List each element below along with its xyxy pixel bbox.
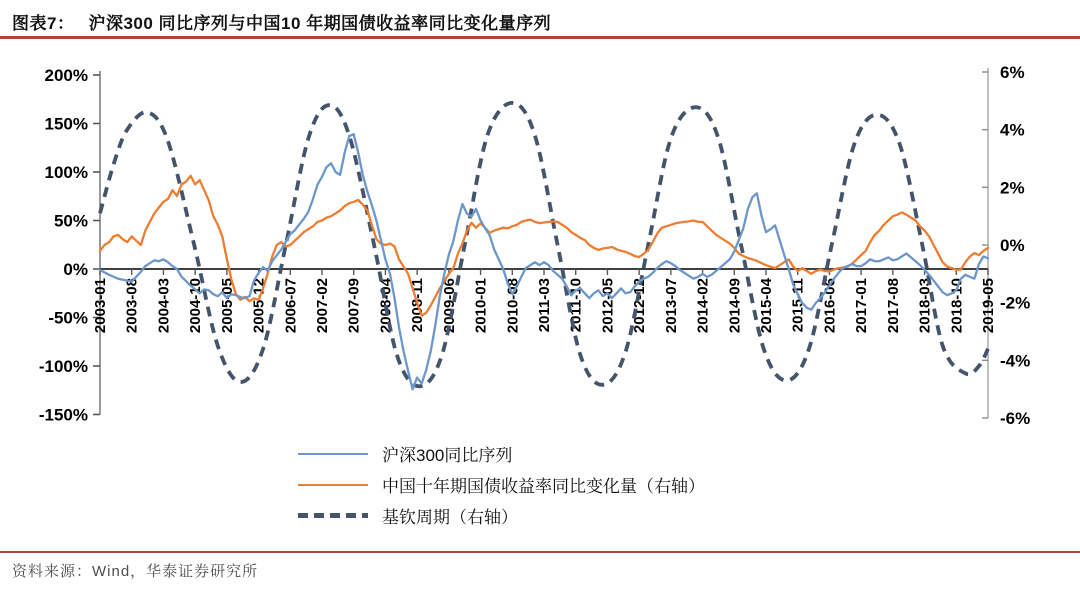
x-axis-tick-label: 2017-01: [853, 278, 871, 334]
right-axis-tick-label: -4%: [1000, 351, 1031, 371]
legend-sample-orange-line: [298, 484, 368, 486]
right-axis-tick-label: 0%: [1000, 236, 1025, 255]
x-axis-tick-label: 2018-03: [916, 278, 934, 334]
series-line-kitchin-cycle: [100, 103, 988, 386]
x-axis-tick-label: 2010-08: [504, 278, 522, 334]
legend-sample-dashed-line: [298, 513, 368, 518]
legend-label: 基钦周期（右轴）: [382, 508, 518, 527]
x-axis-tick-label: 2005-12: [250, 278, 268, 334]
chart-legend: [298, 438, 705, 531]
x-axis-tick-label: 2016-06: [821, 278, 839, 334]
left-axis-tick-label: 100%: [44, 163, 88, 182]
x-axis-tick-label: 2015-04: [758, 278, 775, 334]
x-axis-tick-label: 2019-05: [980, 278, 997, 334]
x-axis-tick-label: 2014-09: [726, 278, 744, 334]
x-axis-tick-label: 2014-02: [694, 278, 712, 334]
left-axis-tick-label: -100%: [38, 357, 88, 376]
left-axis-tick-label: 0%: [63, 260, 88, 279]
x-axis-tick-label: 2003-08: [123, 278, 141, 334]
x-axis-tick-label: 2006-07: [282, 278, 300, 334]
right-axis-tick-label: 2%: [1000, 178, 1025, 198]
x-axis-tick-label: 2012-05: [599, 278, 617, 334]
figure-title-text: 沪深300 同比序列与中国10 年期国债收益率同比变化量序列: [88, 14, 552, 33]
x-axis-tick-label: 2007-09: [345, 278, 363, 334]
title-divider-line: [0, 36, 1080, 39]
figure-number: 图表7：: [12, 14, 75, 33]
right-axis-tick-label: -2%: [1000, 293, 1031, 313]
x-axis-tick-label: 2015-11: [789, 278, 807, 333]
x-axis-tick-label: 2017-08: [884, 278, 902, 334]
legend-label: 沪深300同比序列: [382, 446, 513, 465]
x-axis-tick-label: 2003-01: [92, 278, 109, 334]
x-axis-tick-label: 2004-03: [155, 278, 173, 334]
x-axis-tick-label: 2005-05: [218, 278, 236, 334]
data-source-note: 资料来源：Wind，华泰证券研究所: [12, 563, 259, 580]
x-axis-tick-label: 2009-06: [440, 278, 458, 334]
left-axis-tick-label: -50%: [48, 308, 88, 328]
left-axis-tick-label: 50%: [53, 211, 88, 231]
x-axis-tick-label: 2008-11: [409, 278, 427, 333]
left-axis-tick-label: 150%: [44, 114, 88, 134]
x-axis-tick-label: 2010-01: [472, 277, 490, 334]
legend-sample-blue-line: [298, 453, 368, 455]
x-axis-tick-label: 2012-12: [631, 278, 649, 334]
left-axis-tick-label: 200%: [44, 66, 88, 85]
x-axis-tick-label: 2013-07: [662, 278, 680, 334]
legend-item-bond-yield: [298, 469, 705, 500]
right-axis-tick-label: 6%: [1000, 63, 1025, 82]
x-axis-tick-label: 2007-02: [314, 278, 331, 334]
left-axis-tick-label: -150%: [38, 405, 88, 425]
x-axis-tick-label: 2004-10: [187, 278, 205, 334]
figure-title: [12, 9, 551, 34]
x-axis-tick-label: 2011-03: [536, 278, 553, 333]
right-axis-tick-label: 4%: [1000, 120, 1025, 140]
x-axis-tick-label: 2008-04: [377, 278, 395, 334]
legend-label: 中国十年期国债收益率同比变化量（右轴）: [382, 477, 705, 496]
legend-item-csi300: [298, 438, 705, 469]
legend-item-kitchin-cycle: [298, 500, 705, 531]
right-axis-tick-label: -6%: [1000, 409, 1031, 428]
x-axis-tick-label: 2011-10: [567, 278, 585, 333]
x-axis-tick-label: 2018-10: [948, 278, 966, 334]
footer-divider-line: [0, 551, 1080, 553]
